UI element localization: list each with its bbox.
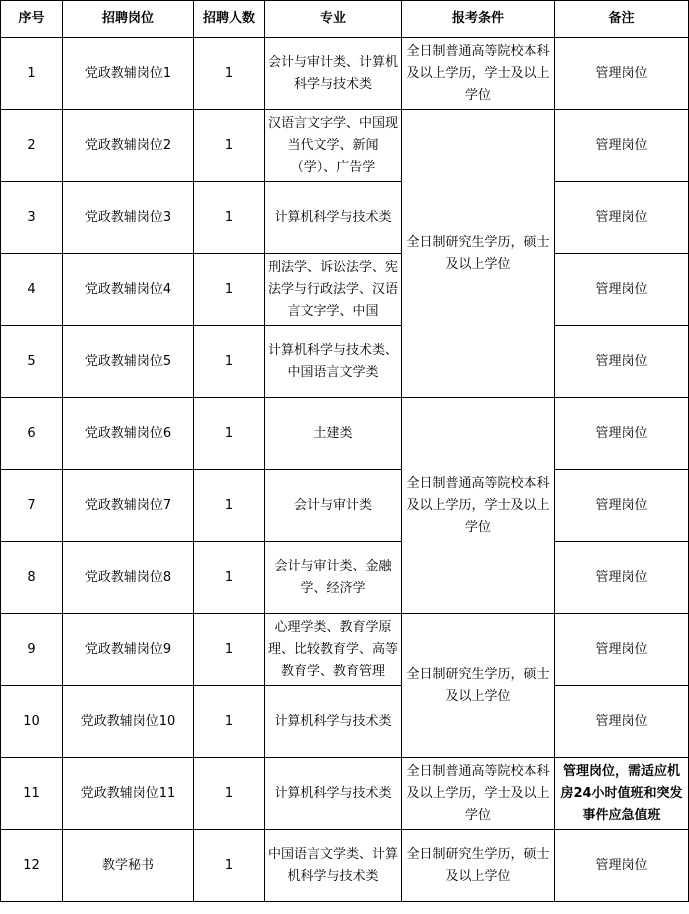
- cell-conditions: 全日制普通高等院校本科及以上学历，学士及以上学位: [402, 398, 555, 614]
- cell-conditions: 全日制研究生学历，硕士及以上学位: [402, 830, 555, 902]
- table-row: [1, 614, 689, 686]
- cell-note: 管理岗位: [555, 686, 689, 758]
- table-row: [1, 758, 689, 830]
- cell-post: 党政教辅岗位2: [63, 110, 194, 182]
- cell-post: 党政教辅岗位6: [63, 398, 194, 470]
- table-row: [1, 326, 689, 398]
- cell-count: 1: [194, 542, 265, 614]
- cell-no: 10: [1, 686, 63, 758]
- cell-count: 1: [194, 686, 265, 758]
- cell-count: 1: [194, 470, 265, 542]
- table-row: [1, 110, 689, 182]
- cell-note: 管理岗位: [555, 542, 689, 614]
- cell-conditions: 全日制普通高等院校本科及以上学历，学士及以上学位: [402, 758, 555, 830]
- cell-major: 汉语言文字学、中国现当代文学、新闻（学）、广告学: [265, 110, 402, 182]
- cell-note: 管理岗位: [555, 254, 689, 326]
- cell-post: 党政教辅岗位10: [63, 686, 194, 758]
- cell-major: 会计与审计类、金融学、经济学: [265, 542, 402, 614]
- cell-post: 党政教辅岗位4: [63, 254, 194, 326]
- cell-no: 12: [1, 830, 63, 902]
- cell-note: 管理岗位: [555, 326, 689, 398]
- cell-major: 中国语言文学类、计算机科学与技术类: [265, 830, 402, 902]
- table-row: [1, 254, 689, 326]
- cell-major: 会计与审计类、计算机科学与技术类: [265, 38, 402, 110]
- cell-no: 1: [1, 38, 63, 110]
- cell-post: 党政教辅岗位1: [63, 38, 194, 110]
- header-conditions: 报考条件: [402, 1, 555, 38]
- cell-major: 计算机科学与技术类: [265, 758, 402, 830]
- header-major: 专业: [265, 1, 402, 38]
- cell-major: 计算机科学与技术类: [265, 182, 402, 254]
- cell-no: 7: [1, 470, 63, 542]
- cell-count: 1: [194, 38, 265, 110]
- cell-post: 教学秘书: [63, 830, 194, 902]
- cell-major: 刑法学、诉讼法学、宪法学与行政法学、汉语言文字学、中国: [265, 254, 402, 326]
- cell-post: 党政教辅岗位9: [63, 614, 194, 686]
- header-no: 序号: [1, 1, 63, 38]
- header-post: 招聘岗位: [63, 1, 194, 38]
- cell-major: 会计与审计类: [265, 470, 402, 542]
- table-row: [1, 542, 689, 614]
- cell-count: 1: [194, 830, 265, 902]
- cell-major: 计算机科学与技术类: [265, 686, 402, 758]
- table-row: [1, 470, 689, 542]
- table-header-row: [1, 1, 689, 38]
- cell-note: 管理岗位，需适应机房24小时值班和突发事件应急值班: [555, 758, 689, 830]
- cell-no: 6: [1, 398, 63, 470]
- table-row: [1, 182, 689, 254]
- cell-major: 心理学类、教育学原理、比较教育学、高等教育学、教育管理: [265, 614, 402, 686]
- cell-count: 1: [194, 398, 265, 470]
- cell-note: 管理岗位: [555, 398, 689, 470]
- table-row: [1, 686, 689, 758]
- header-count: 招聘人数: [194, 1, 265, 38]
- cell-count: 1: [194, 110, 265, 182]
- cell-note: 管理岗位: [555, 830, 689, 902]
- cell-note: 管理岗位: [555, 38, 689, 110]
- cell-post: 党政教辅岗位7: [63, 470, 194, 542]
- header-note: 备注: [555, 1, 689, 38]
- cell-no: 8: [1, 542, 63, 614]
- cell-note: 管理岗位: [555, 614, 689, 686]
- cell-conditions: 全日制研究生学历，硕士及以上学位: [402, 110, 555, 398]
- cell-note: 管理岗位: [555, 470, 689, 542]
- cell-post: 党政教辅岗位11: [63, 758, 194, 830]
- cell-count: 1: [194, 254, 265, 326]
- cell-count: 1: [194, 758, 265, 830]
- cell-post: 党政教辅岗位5: [63, 326, 194, 398]
- cell-no: 5: [1, 326, 63, 398]
- cell-no: 11: [1, 758, 63, 830]
- table-row: [1, 38, 689, 110]
- cell-no: 2: [1, 110, 63, 182]
- cell-no: 4: [1, 254, 63, 326]
- cell-note: 管理岗位: [555, 110, 689, 182]
- cell-count: 1: [194, 326, 265, 398]
- cell-count: 1: [194, 614, 265, 686]
- cell-no: 3: [1, 182, 63, 254]
- cell-note: 管理岗位: [555, 182, 689, 254]
- table-row: [1, 398, 689, 470]
- cell-conditions: 全日制研究生学历，硕士及以上学位: [402, 614, 555, 758]
- cell-conditions: 全日制普通高等院校本科及以上学历，学士及以上学位: [402, 38, 555, 110]
- cell-major: 计算机科学与技术类、中国语言文学类: [265, 326, 402, 398]
- table-row: [1, 830, 689, 902]
- cell-no: 9: [1, 614, 63, 686]
- cell-count: 1: [194, 182, 265, 254]
- cell-major: 土建类: [265, 398, 402, 470]
- cell-post: 党政教辅岗位3: [63, 182, 194, 254]
- cell-post: 党政教辅岗位8: [63, 542, 194, 614]
